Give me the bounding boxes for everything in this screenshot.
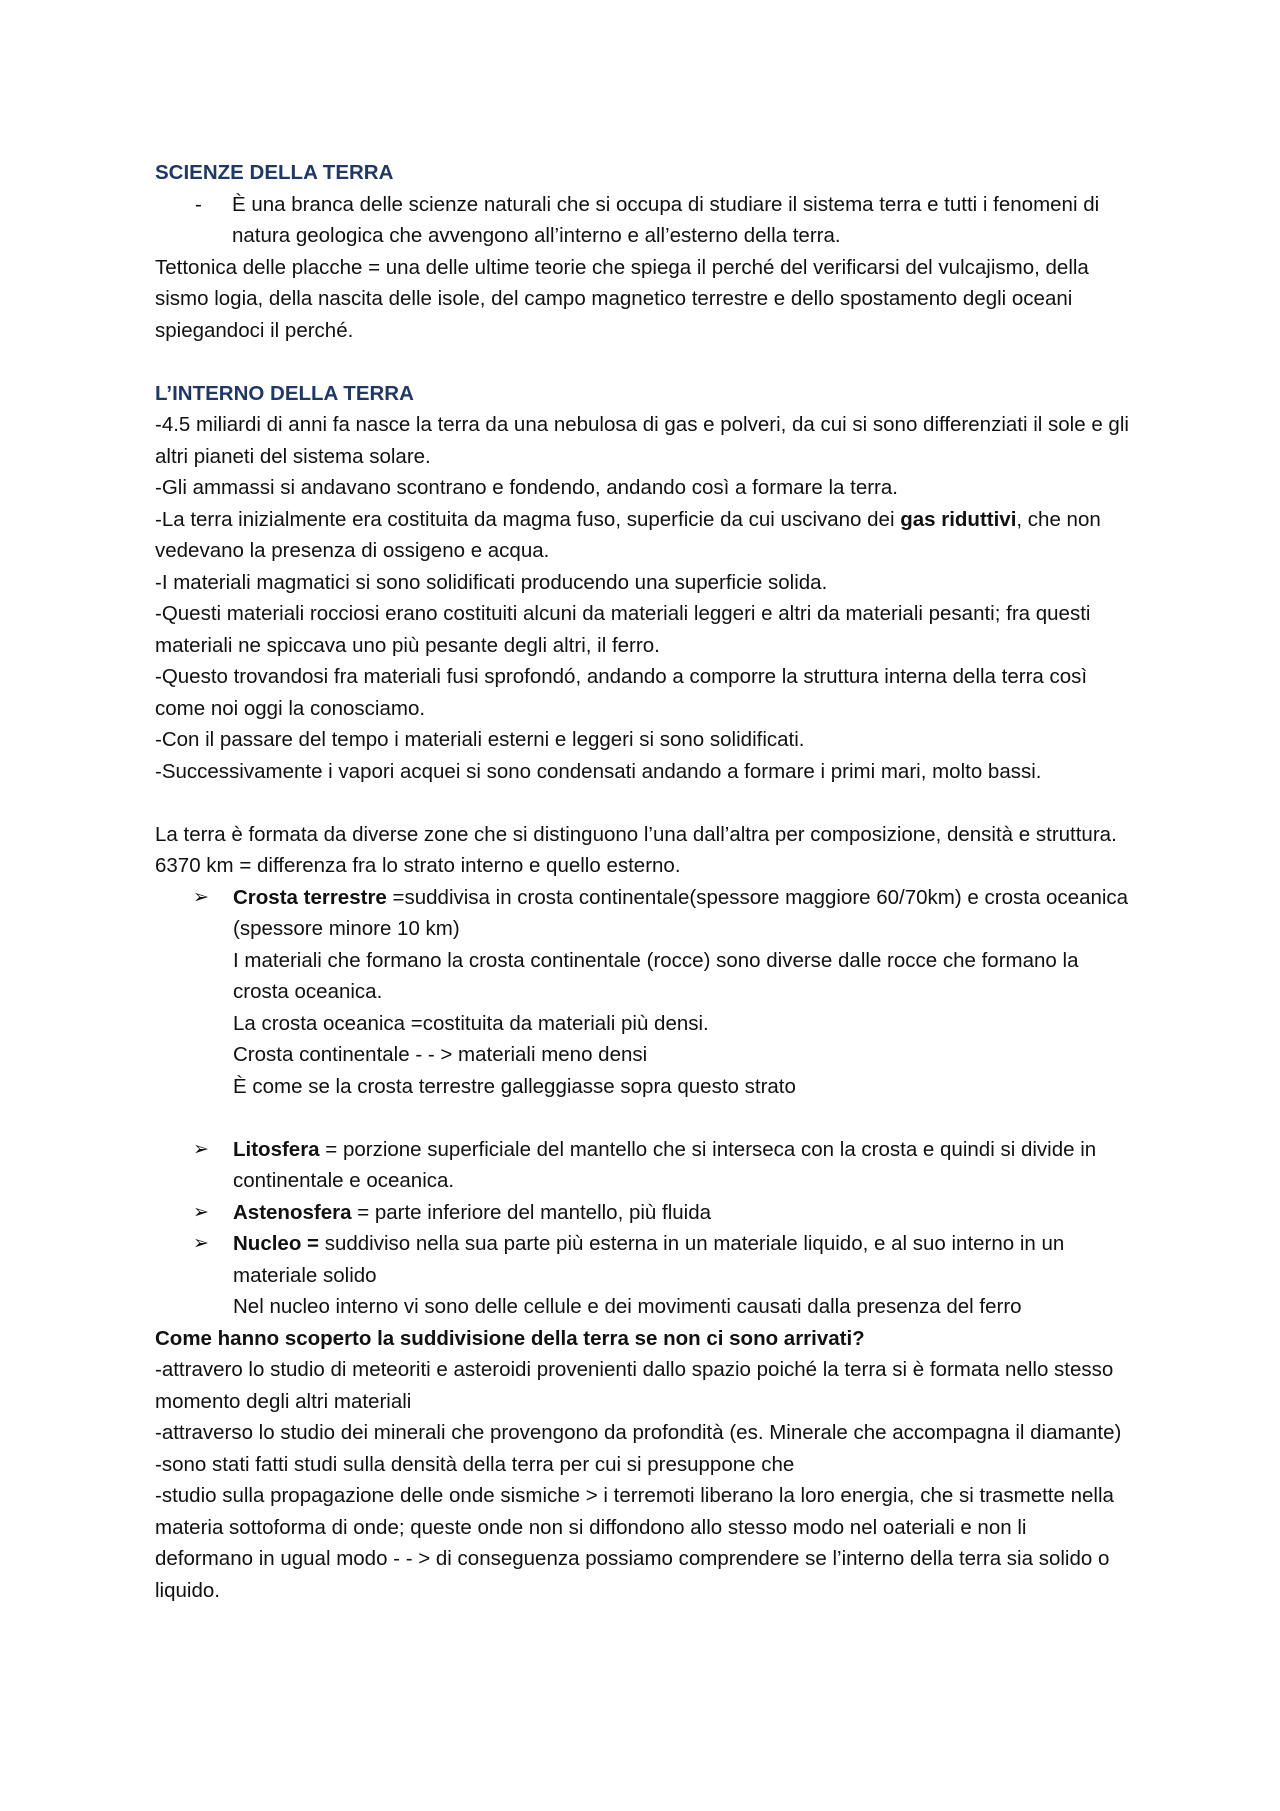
question-heading: Come hanno scoperto la suddivisione della terra se non ci sono arrivati? [155,1326,865,1350]
spacer [155,787,1130,819]
nucleo-text: suddiviso nella sua parte più esterna in un materiale liquido, e al suo interno in un materiale solido [233,1232,1065,1287]
crosta-line: È come se la crosta terrestre galleggiasse sopra questo strato [233,1074,796,1098]
crosta-line: La crosta oceanica =costituita da materiali più densi. [233,1011,709,1035]
nucleo-bold: Nucleo = [233,1232,320,1255]
bullet-text: È una branca delle scienze naturali che si occupa di studiare il sistema terra e tutti i fenomeni di natura geologica che avvengono all’interno e all’esterno della terra. [232,192,1100,247]
crosta-bold: Crosta terrestre [233,885,387,909]
paragraph-magma [155,504,1130,567]
magma-text-after: , che non vedevano la presenza di ossigeno e acqua. [155,507,1101,562]
paragraph-mari: -Successivamente i vapori acquei si sono condensati andando a formare i primi mari, molto bassi. [155,759,1042,783]
list-item-crosta [155,882,1130,945]
section-heading-scienze: SCIENZE DELLA TERRA [155,161,394,184]
paragraph-ferro: -Questo trovandosi fra materiali fusi sprofondó, andando a comporre la struttura interna della terra così come noi oggi la conosciamo. [155,665,1088,720]
list-item-litosfera [155,1134,1130,1197]
litosfera-text: = porzione superficiale del mantello che si interseca con la crosta e quindi si divide in continentale e oceanica. [233,1137,1097,1192]
crosta-line: Crosta continentale - - > materiali meno densi [233,1043,648,1066]
tectonics-paragraph: Tettonica delle placche = una delle ultime teorie che spiega il perché del verificarsi del vulcajismo, della sismo logia, della nascita delle isole, del campo magnetico terrestre e dello spostamento degli oceani spiegandoci il perché. [155,255,1089,342]
list-item-nucleo [155,1228,1130,1291]
paragraph-minerali: -attraverso lo studio dei minerali che provengono da profondità (es. Minerale che accompagna il diamante) [155,1421,1122,1444]
magma-text-before: -La terra inizialmente era costituita da magma fuso, superficie da cui uscivano dei [155,507,901,531]
astenosfera-bold: Astenosfera [233,1200,352,1224]
litosfera-bold: Litosfera [233,1137,320,1161]
paragraph-zone: La terra è formata da diverse zone che si distinguono l’una dall’altra per composizione, densità e struttura. [155,822,1117,846]
paragraph-meteoriti: -attravero lo studio di meteoriti e asteroidi provenienti dallo spazio poiché la terra si è formata nello stesso momento degli altri materiali [155,1358,1114,1413]
spacer [155,346,1130,378]
paragraph-tempo: -Con il passare del tempo i materiali esterni e leggeri si sono solidificati. [155,728,805,751]
arrow-bullet-icon: ➢ [193,1233,209,1254]
spacer [155,1102,1130,1134]
section-heading-interno: L’INTERNO DELLA TERRA [155,381,414,405]
paragraph-onde-sismiche: -studio sulla propagazione delle onde sismiche > i terremoti liberano la loro energia, che si trasmette nella materia sottoforma di onde; queste onde non si diffondono allo stesso modo nel oateriali e non li deformano in ugual modo - - > di conseguenza possiamo comprendere se l’interno della terra sia solido o liquido. [155,1484,1114,1602]
crosta-line: I materiali che formano la crosta continentale (rocce) sono diverse dalle rocce che formano la crosta oceanica. [233,948,1079,1003]
gas-riduttivi-bold: gas riduttivi [900,507,1017,531]
paragraph-ammassi: -Gli ammassi si andavano scontrano e fondendo, andando così a formare la terra. [155,476,898,499]
crosta-text: =suddivisa in crosta continentale(spessore maggiore 60/70km) e crosta oceanica (spessore minore 10 km) [233,885,1129,940]
arrow-bullet-icon: ➢ [193,1201,209,1223]
paragraph-densita: -sono stati fatti studi sulla densità della terra per cui si presuppone che [155,1452,795,1476]
paragraph-origin: -4.5 miliardi di anni fa nasce la terra da una nebulosa di gas e polveri, da cui si sono differenziati il sole e gli altri pianeti del sistema solare. [155,413,1129,468]
paragraph-solidificati: -I materiali magmatici si sono solidificati producendo una superficie solida. [155,570,828,594]
dash-bullet-item [155,189,1130,252]
arrow-bullet-icon: ➢ [193,1138,209,1160]
astenosfera-text: = parte inferiore del mantello, più fluida [351,1200,712,1224]
paragraph-rocciosi: -Questi materiali rocciosi erano costituiti alcuni da materiali leggeri e altri da materiali pesanti; fra questi materiali ne spiccava uno più pesante degli altri, il ferro. [155,602,1091,657]
paragraph-distance: 6370 km = differenza fra lo strato interno e quello esterno. [155,854,681,877]
nucleo-line: Nel nucleo interno vi sono delle cellule e dei movimenti causati dalla presenza del ferro [233,1295,1022,1318]
arrow-bullet-icon: ➢ [193,886,209,908]
dash-bullet-marker: - [195,192,202,216]
list-item-astenosfera [155,1197,1130,1229]
